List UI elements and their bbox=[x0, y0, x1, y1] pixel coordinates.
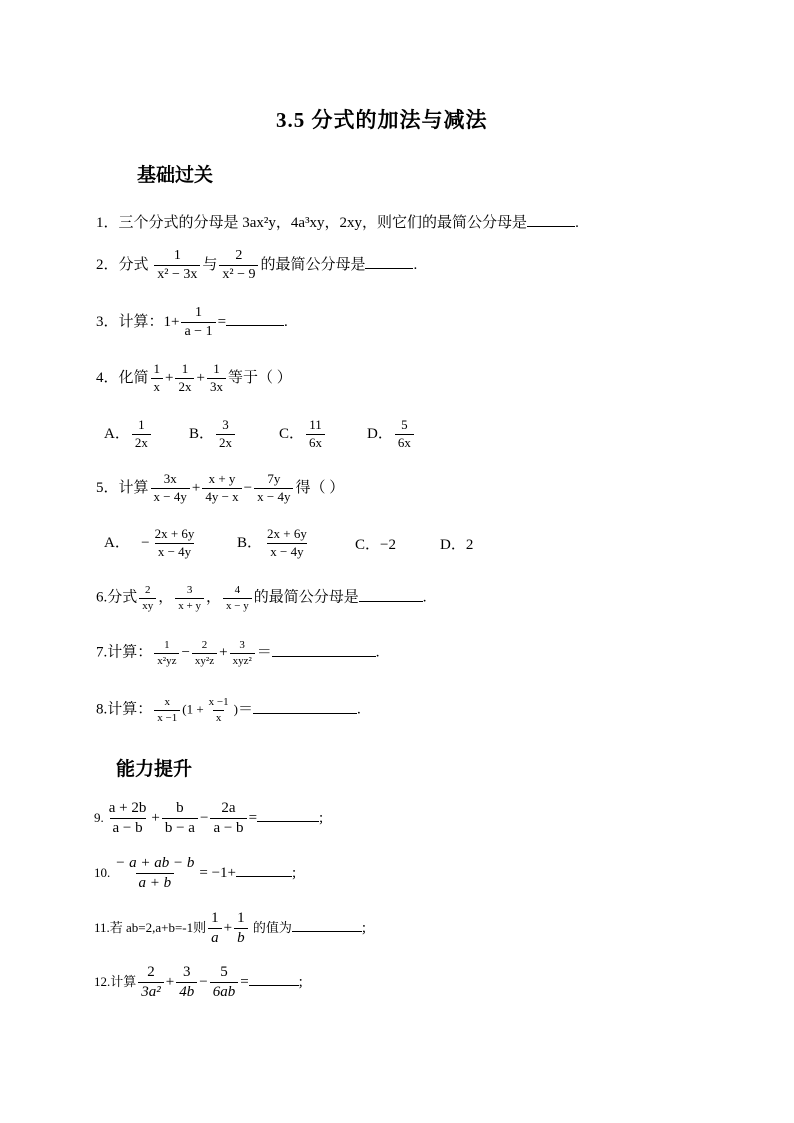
numerator: 3x bbox=[163, 471, 177, 486]
fraction bbox=[192, 639, 217, 667]
close-paren: ) bbox=[233, 701, 238, 717]
question-10 bbox=[94, 855, 296, 893]
numerator: 2a bbox=[221, 800, 236, 816]
denominator: 3a² bbox=[138, 982, 164, 1001]
answer-blank-12[interactable] bbox=[249, 971, 299, 986]
fraction bbox=[223, 584, 252, 612]
question-3 bbox=[96, 305, 288, 340]
section-basic-heading: 基础过关 bbox=[137, 165, 214, 186]
fraction bbox=[219, 248, 258, 283]
question-4-option-c[interactable] bbox=[279, 418, 327, 451]
question-7-end: . bbox=[375, 644, 380, 661]
question-2-end: . bbox=[413, 257, 418, 274]
numerator: 1 bbox=[173, 248, 181, 263]
fraction bbox=[208, 910, 222, 948]
fraction bbox=[202, 472, 241, 505]
numerator: 3 bbox=[186, 584, 193, 596]
fraction bbox=[176, 964, 197, 1002]
denominator: 6ab bbox=[210, 982, 239, 1001]
fraction bbox=[151, 472, 190, 505]
answer-blank-3[interactable] bbox=[226, 311, 284, 326]
question-6: 6.分式 $\frac{2}{xy}$ ， $\frac{3}{x + y}$ ， $\frac{4}{x - y}$ 的最简公分母是 . bbox=[96, 584, 427, 612]
fraction bbox=[154, 639, 179, 667]
question-9-prefix: 9. bbox=[94, 810, 104, 826]
fraction bbox=[210, 800, 246, 838]
numerator: 7y bbox=[267, 471, 281, 486]
option-label: D． bbox=[367, 425, 393, 442]
question-5-option-c[interactable] bbox=[355, 533, 396, 554]
question-6-prefix: 6.分式 bbox=[96, 589, 138, 606]
denominator: a − 1 bbox=[181, 322, 215, 340]
question-8 bbox=[96, 696, 361, 724]
question-9: 9. $\frac{a + 2b}{a - b}$ + $\frac{b}{b - a}$ − $\frac{2a}{a - b}$ = ; bbox=[94, 800, 324, 837]
denominator: xy bbox=[139, 598, 156, 613]
denominator: xy²z bbox=[192, 653, 217, 668]
denominator: a − b bbox=[210, 818, 246, 837]
fraction bbox=[181, 305, 215, 340]
denominator: b bbox=[234, 928, 248, 947]
option-label: C． bbox=[279, 425, 305, 442]
question-10-end: ; bbox=[292, 865, 297, 882]
question-3-end: . bbox=[284, 314, 288, 331]
minus-sign: − bbox=[141, 534, 150, 551]
question-4-suffix: 等于（ ） bbox=[227, 369, 292, 386]
question-2-mid: 与 bbox=[202, 257, 218, 274]
denominator: x − 4y bbox=[151, 488, 190, 505]
fraction bbox=[132, 418, 151, 451]
denominator: x − 4y bbox=[267, 543, 306, 560]
denominator: 4b bbox=[176, 982, 197, 1001]
question-12-end: ; bbox=[298, 974, 303, 991]
equals-sign: = bbox=[240, 974, 249, 991]
numerator: x + y bbox=[208, 471, 236, 486]
option-label: A． bbox=[104, 425, 130, 442]
option-label: D． bbox=[440, 537, 466, 553]
question-6-end: . bbox=[422, 589, 427, 606]
denominator: 6x bbox=[306, 434, 325, 451]
question-4-option-b[interactable] bbox=[189, 418, 237, 451]
answer-blank-8[interactable] bbox=[253, 699, 357, 714]
question-4-option-a[interactable] bbox=[104, 418, 153, 451]
denominator: 4y − x bbox=[202, 488, 241, 505]
denominator: x bbox=[213, 710, 225, 725]
numerator: 1 bbox=[213, 361, 220, 376]
option-label: B． bbox=[237, 534, 263, 551]
page-title: 3.5 分式的加法与减法 bbox=[276, 108, 488, 132]
open-paren: (1 + bbox=[182, 701, 204, 717]
answer-blank-2[interactable] bbox=[365, 254, 413, 269]
numerator: 3 bbox=[182, 964, 191, 980]
numerator: x −1 bbox=[208, 696, 229, 708]
numerator: 4 bbox=[234, 584, 241, 596]
option-label: B． bbox=[189, 425, 215, 442]
question-4-prefix: 4．化简 bbox=[96, 369, 149, 386]
equals-sign: = bbox=[217, 314, 227, 331]
option-value: 2 bbox=[465, 537, 474, 553]
fraction bbox=[175, 584, 204, 612]
question-2-prefix: 2．分式 bbox=[96, 257, 149, 274]
denominator: x bbox=[151, 378, 164, 395]
denominator: x²yz bbox=[154, 653, 179, 668]
numerator: 2x + 6y bbox=[267, 526, 307, 541]
question-5-prefix: 5．计算 bbox=[96, 479, 149, 496]
question-5-suffix: 得（ ） bbox=[295, 479, 345, 496]
numerator: 11 bbox=[309, 417, 322, 432]
denominator: 2x bbox=[216, 434, 235, 451]
question-4: 4．化简 $\frac{1}{x}$ + $\frac{1}{2x}$ + $\frac{1}{3x}$ 等于（ ） bbox=[96, 361, 292, 394]
equals-sign: = bbox=[248, 810, 258, 827]
fraction bbox=[306, 418, 325, 451]
equals-sign: ＝ bbox=[237, 701, 253, 718]
fraction bbox=[106, 800, 150, 838]
denominator: b − a bbox=[162, 818, 198, 837]
fraction bbox=[175, 362, 194, 395]
numerator: 3 bbox=[239, 639, 245, 651]
numerator: 1 bbox=[181, 361, 189, 376]
question-5-option-a[interactable] bbox=[104, 527, 199, 560]
denominator: x − y bbox=[223, 598, 252, 613]
numerator: 5 bbox=[401, 417, 408, 432]
question-8-end: . bbox=[356, 701, 361, 718]
numerator: 2 bbox=[145, 584, 151, 596]
question-6-suffix: 的最简公分母是 bbox=[253, 589, 359, 606]
denominator: x − 4y bbox=[155, 543, 194, 560]
numerator: 1 bbox=[195, 305, 203, 320]
question-12: 12.计算 $\frac{2}{\text{3a²}}$ + $\frac{3}{4b}$ − $\frac{5}{6ab}$ = ; bbox=[94, 964, 303, 1001]
numerator: x bbox=[164, 696, 170, 708]
question-3-prefix: 3．计算：1+ bbox=[96, 314, 180, 331]
numerator: 1 bbox=[164, 639, 170, 651]
numerator: 1 bbox=[237, 910, 245, 926]
question-1 bbox=[96, 212, 579, 233]
section-advanced-heading: 能力提升 bbox=[116, 759, 193, 780]
denominator: 2x bbox=[132, 434, 151, 451]
fraction bbox=[210, 964, 239, 1002]
numerator: 3 bbox=[222, 417, 229, 432]
question-11-suffix: 的值为 bbox=[249, 920, 292, 936]
denominator: x² − 9 bbox=[219, 265, 258, 283]
question-11: 11.若 ab=2,a+b=-1则 $\frac{1}{a}$ + $\frac{1}{b}$ 的值为 ; bbox=[94, 910, 367, 947]
fraction bbox=[395, 418, 414, 451]
denominator: a − b bbox=[110, 818, 146, 837]
numerator: 2 bbox=[147, 964, 155, 980]
numerator: 2x + 6y bbox=[154, 526, 195, 541]
question-2-suffix: 的最简公分母是 bbox=[260, 257, 366, 274]
denominator: xyz² bbox=[230, 653, 255, 668]
numerator: − a + ab − b bbox=[115, 855, 195, 871]
denominator: x + y bbox=[175, 598, 204, 613]
answer-blank-10[interactable] bbox=[236, 862, 292, 877]
denominator: a bbox=[208, 928, 222, 947]
question-4-option-d[interactable] bbox=[367, 418, 416, 451]
answer-blank-6[interactable] bbox=[359, 587, 423, 602]
fraction bbox=[152, 527, 198, 560]
denominator: a + b bbox=[136, 873, 175, 892]
denominator: x −1 bbox=[154, 710, 180, 725]
numerator: 1 bbox=[153, 361, 161, 376]
question-7-prefix: 7.计算： bbox=[96, 644, 153, 661]
fraction bbox=[154, 248, 200, 283]
fraction bbox=[112, 855, 197, 893]
fraction bbox=[151, 362, 164, 395]
fraction bbox=[206, 696, 232, 724]
fraction bbox=[264, 527, 310, 560]
fraction bbox=[216, 418, 235, 451]
numerator: 2 bbox=[235, 248, 243, 263]
question-1-end: . bbox=[575, 215, 579, 231]
denominator: 3x bbox=[207, 378, 226, 395]
numerator: 1 bbox=[138, 417, 145, 432]
denominator: 2x bbox=[175, 378, 194, 395]
numerator: 5 bbox=[220, 964, 228, 980]
option-value: −2 bbox=[380, 537, 396, 553]
question-5-option-d[interactable] bbox=[440, 533, 473, 554]
question-8-prefix: 8.计算： bbox=[96, 701, 153, 718]
fraction bbox=[254, 472, 293, 505]
denominator: 6x bbox=[395, 434, 414, 451]
question-2 bbox=[96, 248, 417, 283]
question-11-end: ; bbox=[361, 920, 367, 937]
denominator: x² − 3x bbox=[154, 265, 200, 283]
fraction bbox=[139, 584, 156, 612]
numerator: a + 2b bbox=[108, 800, 147, 816]
equals-sign: ＝ bbox=[256, 644, 272, 661]
answer-blank-1[interactable] bbox=[527, 212, 575, 227]
question-12-prefix: 12.计算 bbox=[94, 974, 137, 990]
question-5: 5．计算 $\frac{3x}{x - 4y}$ + $\frac{x + y}{4y - x}$ − $\frac{7y}{x - 4y}$ 得（ ） bbox=[96, 471, 345, 504]
question-10-rhs: = −1+ bbox=[199, 865, 237, 882]
fraction bbox=[162, 800, 198, 838]
numerator: 2 bbox=[201, 639, 208, 651]
question-1-text: 1．三个分式的分母是 3ax²y，4a³xy，2xy，则它们的最简公分母是 bbox=[96, 215, 528, 231]
question-11-prefix: 11.若 ab=2,a+b=-1则 bbox=[94, 920, 207, 936]
option-label: A． bbox=[104, 534, 130, 551]
option-label: C． bbox=[355, 537, 381, 553]
answer-blank-7[interactable] bbox=[272, 642, 376, 657]
denominator: x − 4y bbox=[254, 488, 293, 505]
fraction bbox=[138, 964, 164, 1002]
fraction bbox=[154, 696, 180, 724]
numerator: b bbox=[176, 800, 184, 816]
numerator: 1 bbox=[211, 910, 219, 926]
question-7: 7.计算： $\frac{1}{\text{x²yz}}$ − $\frac{2}{\text{xy²z}}$ + $\frac{3}{\text{xyz²}}$ ＝ . bbox=[96, 639, 380, 667]
fraction bbox=[230, 639, 255, 667]
fraction bbox=[207, 362, 226, 395]
question-9-end: ; bbox=[319, 810, 324, 827]
answer-blank-11[interactable] bbox=[292, 917, 362, 932]
question-5-option-b[interactable] bbox=[237, 527, 312, 560]
answer-blank-9[interactable] bbox=[257, 807, 319, 822]
question-10-prefix: 10. bbox=[94, 865, 111, 881]
fraction bbox=[234, 910, 248, 948]
